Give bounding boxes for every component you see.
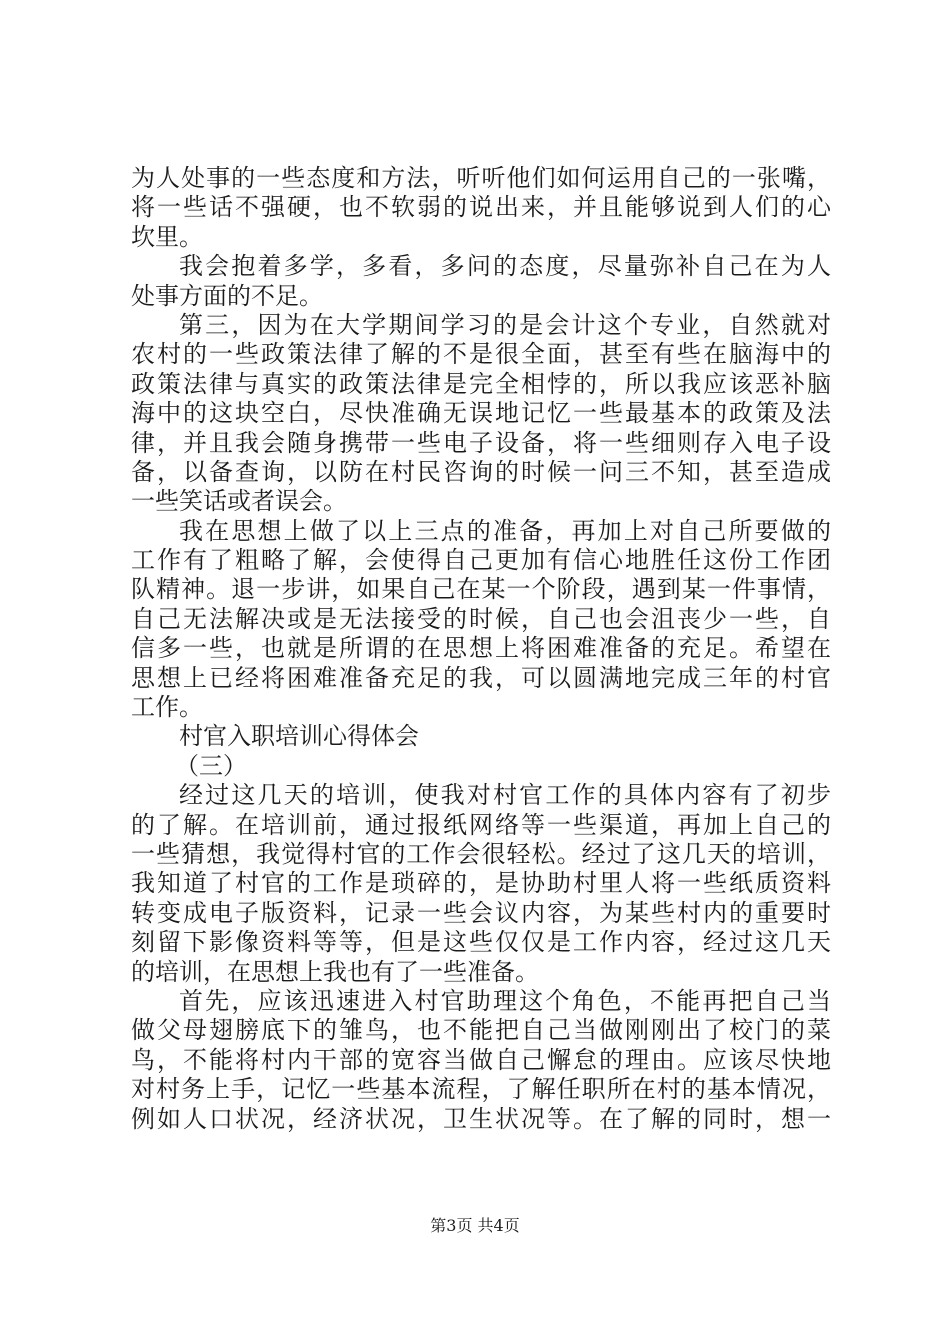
text-line: 刻留下影像资料等等，但是这些仅仅是工作内容，经过这几天	[131, 928, 831, 957]
section-subheading: （三）	[175, 751, 247, 780]
text-line: 政策法律与真实的政策法律是完全相悖的，所以我应该恶补脑	[131, 369, 831, 398]
text-line: 农村的一些政策法律了解的不是很全面，甚至有些在脑海中的	[131, 340, 831, 369]
text-line: 的了解。在培训前，通过报纸网络等一些渠道，再加上自己的	[131, 810, 831, 839]
page-footer	[0, 1216, 950, 1236]
text-line: 思想上已经将困难准备充足的我，可以圆满地完成三年的村官	[131, 663, 831, 692]
text-line: 做父母翅膀底下的雏鸟，也不能把自己当做刚刚出了校门的菜	[131, 1016, 831, 1045]
text-line: 我会抱着多学，多看，多问的态度，尽量弥补自己在为人	[179, 252, 831, 281]
text-line: 律，并且我会随身携带一些电子设备，将一些细则存入电子设	[131, 428, 831, 457]
document-body	[131, 164, 831, 1134]
page-number-label: 第3页 共4页	[430, 1216, 520, 1235]
text-line: 的培训，在思想上我也有了一些准备。	[131, 957, 539, 986]
text-line: 一些笑话或者误会。	[131, 487, 347, 516]
text-line: 经过这几天的培训，使我对村官工作的具体内容有了初步	[179, 781, 831, 810]
text-line: 坎里。	[131, 222, 203, 251]
text-line: 例如人口状况，经济状况，卫生状况等。在了解的同时，想一	[131, 1104, 831, 1133]
text-line: 队精神。退一步讲，如果自己在某一个阶段，遇到某一件事情，	[131, 575, 831, 604]
text-line: 信多一些，也就是所谓的在思想上将困难准备的充足。希望在	[131, 634, 831, 663]
text-line: 首先，应该迅速进入村官助理这个角色，不能再把自己当	[179, 986, 831, 1015]
text-line: 鸟，不能将村内干部的宽容当做自己懈怠的理由。应该尽快地	[131, 1045, 831, 1074]
text-line: 工作有了粗略了解，会使得自己更加有信心地胜任这份工作团	[131, 546, 831, 575]
text-line: 自己无法解决或是无法接受的时候，自己也会沮丧少一些，自	[131, 604, 831, 633]
text-line: 工作。	[131, 693, 203, 722]
text-line: 将一些话不强硬，也不软弱的说出来，并且能够说到人们的心	[131, 193, 831, 222]
text-line: 一些猜想，我觉得村官的工作会很轻松。经过了这几天的培训，	[131, 839, 831, 868]
section-heading: 村官入职培训心得体会	[179, 722, 419, 751]
text-line: 备，以备查询，以防在村民咨询的时候一问三不知，甚至造成	[131, 457, 831, 486]
text-line: 我在思想上做了以上三点的准备，再加上对自己所要做的	[179, 516, 831, 545]
text-line: 处事方面的不足。	[131, 281, 323, 310]
text-line: 海中的这块空白，尽快准确无误地记忆一些最基本的政策及法	[131, 399, 831, 428]
text-line: 对村务上手，记忆一些基本流程，了解任职所在村的基本情况，	[131, 1075, 831, 1104]
text-line: 第三，因为在大学期间学习的是会计这个专业，自然就对	[179, 310, 831, 339]
text-line: 为人处事的一些态度和方法，听听他们如何运用自己的一张嘴，	[131, 164, 831, 192]
text-line: 我知道了村官的工作是琐碎的，是协助村里人将一些纸质资料	[131, 869, 831, 898]
text-line: 转变成电子版资料，记录一些会议内容，为某些村内的重要时	[131, 898, 831, 927]
